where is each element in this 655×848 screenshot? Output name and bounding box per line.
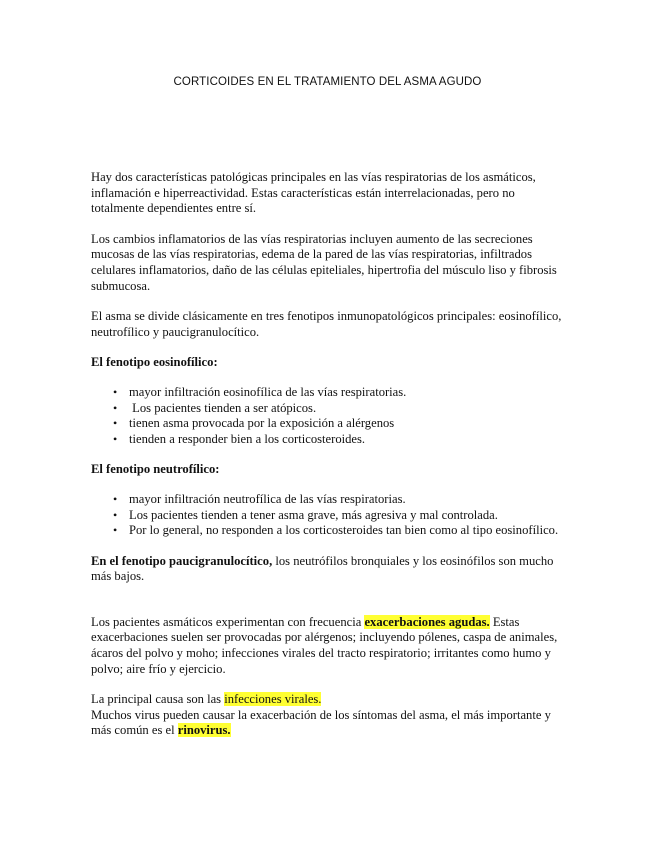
bullet-icon: • <box>113 384 118 399</box>
list-item-text: Los pacientes tienden a tener asma grave, más agresiva y mal controlada. <box>129 507 498 522</box>
highlight-infecciones-virales: infecciones virales. <box>224 692 322 707</box>
list-item <box>91 492 571 508</box>
bullet-icon: • <box>113 416 118 431</box>
main-cause-text: La principal causa son las <box>91 692 225 707</box>
exacerbations-text-before: Los pacientes asmáticos experimentan con frecuencia <box>91 614 365 629</box>
list-item <box>91 416 571 432</box>
exacerbations-text-after: Estas exacerbaciones suelen ser provocadas por alérgenos; incluyendo pólenes, caspa de animales, ácaros del polvo y moho; infecciones virales del tracto respiratorio; irritantes como humo y polvo; aire frío y ejercicio. <box>91 614 558 676</box>
list-item-text: tienden a responder bien a los corticosteroides. <box>129 431 366 446</box>
document-title: CORTICOIDES EN EL TRATAMIENTO DEL ASMA AGUDO <box>173 76 482 88</box>
document-body <box>91 170 571 739</box>
paucigranulocytic-text: los neutrófilos bronquiales y los eosinófilos son mucho más bajos. <box>91 553 554 584</box>
bullet-icon: • <box>113 431 118 446</box>
list-item <box>91 401 571 417</box>
neutrophilic-list <box>91 492 571 539</box>
list-item-text: Por lo general, no responden a los corticosteroides tan bien como al tipo eosinofílico. <box>129 523 559 538</box>
eosinophilic-list <box>91 385 571 447</box>
list-item-text: Los pacientes tienden a ser atópicos. <box>129 400 317 415</box>
heading-neutrophilic: El fenotipo neutrofílico: <box>91 462 220 477</box>
list-item-text: tienen asma provocada por la exposición a alérgenos <box>129 416 395 431</box>
paragraph-main-cause <box>91 692 571 708</box>
paragraph-paucigranulocytic <box>91 554 571 585</box>
list-item <box>91 385 571 401</box>
bullet-icon: • <box>113 491 118 506</box>
list-item-text: mayor infiltración neutrofílica de las vías respiratorias. <box>129 491 406 506</box>
paragraph-pathology: Hay dos características patológicas principales en las vías respiratorias de los asmáticos, inflamación e hiperreactividad. Estas características están interrelacionadas, pero no totalmente dependientes entre sí. <box>91 170 536 216</box>
bullet-icon: • <box>113 400 118 415</box>
list-item <box>91 432 571 448</box>
list-item <box>91 523 571 539</box>
paragraph-phenotypes: El asma se divide clásicamente en tres fenotipos inmunopatológicos principales: eosinofílico, neutrofílico y paucigranulocítico. <box>91 309 562 339</box>
paragraph-viruses <box>91 708 571 739</box>
list-item <box>91 508 571 524</box>
highlight-exacerbaciones: exacerbaciones agudas. <box>364 614 490 629</box>
viruses-text: Muchos virus pueden causar la exacerbación de los síntomas del asma, el más importante y más común es el <box>91 707 551 738</box>
bullet-icon: • <box>113 523 118 538</box>
paucigranulocytic-bold: En el fenotipo paucigranulocítico, <box>91 553 273 568</box>
list-item-text: mayor infiltración eosinofílica de las vías respiratorias. <box>129 384 407 399</box>
heading-eosinophilic: El fenotipo eosinofílico: <box>91 355 218 370</box>
paragraph-inflammatory-changes: Los cambios inflamatorios de las vías respiratorias incluyen aumento de las secreciones mucosas de las vías respiratorias, edema de la pared de las vías respiratorias, infiltrados celulares inflamatorios, daño de las células epiteliales, hipertrofia del músculo liso y fibrosis submucosa. <box>91 231 557 293</box>
bullet-icon: • <box>113 507 118 522</box>
highlight-rinovirus: rinovirus. <box>177 723 231 738</box>
paragraph-exacerbations <box>91 615 571 677</box>
